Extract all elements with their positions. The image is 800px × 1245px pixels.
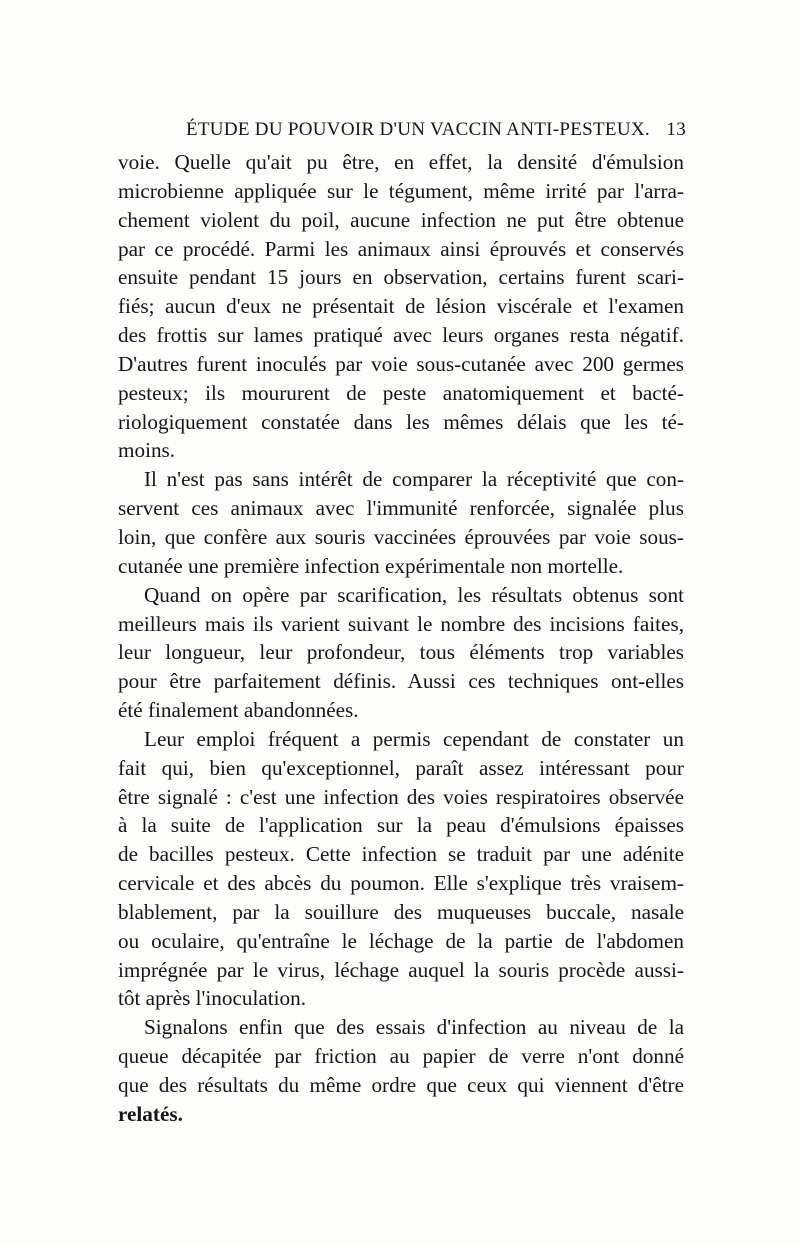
- text-line: leur longueur, leur profondeur, tous éléments trop variables: [118, 640, 684, 665]
- text-line: chement violent du poil, aucune infection ne put être obtenue: [118, 207, 684, 232]
- text-line: relatés.: [118, 1101, 183, 1126]
- text-line: cutanée une première infection expérimentale non mortelle.: [118, 553, 624, 578]
- text-line: imprégnée par le virus, léchage auquel la souris procède aussi-: [118, 957, 684, 982]
- text-line: D'autres furent inoculés par voie sous-cutanée avec 200 germes: [118, 351, 684, 376]
- text-line: par ce procédé. Parmi les animaux ainsi éprouvés et conservés: [118, 236, 684, 261]
- text-line: fiés; aucun d'eux ne présentait de lésion viscérale et l'examen: [118, 294, 684, 319]
- text-line: loin, que confère aux souris vaccinées éprouvées par voie sous-: [118, 524, 684, 549]
- text-line: été finalement abandonnées.: [118, 698, 359, 723]
- text-line: queue décapitée par friction au papier de verre n'ont donné: [118, 1044, 684, 1069]
- text-line: des frottis sur lames pratiqué avec leurs organes resta négatif.: [118, 323, 684, 348]
- paragraph-start-line: Signalons enfin que des essais d'infection au niveau de la: [144, 1015, 684, 1040]
- text-line: cervicale et des abcès du poumon. Elle s'explique très vraisem-: [118, 871, 684, 896]
- text-line: que des résultats du même ordre que ceux qui viennent d'être: [118, 1073, 684, 1097]
- text-line: tôt après l'inoculation.: [118, 986, 306, 1011]
- text-line: ou oculaire, qu'entraîne le léchage de la partie de l'abdomen: [118, 928, 684, 953]
- text-line: fait qui, bien qu'exceptionnel, paraît assez intéressant pour: [118, 755, 684, 780]
- running-title: ÉTUDE DU POUVOIR D'UN VACCIN ANTI-PESTEUX.: [186, 119, 650, 140]
- text-line: à la suite de l'application sur la peau d'émulsions épaisses: [118, 813, 684, 838]
- text-line: moins.: [118, 438, 176, 463]
- running-header: [118, 119, 686, 145]
- text-line: être signalé : c'est une infection des voies respiratoires observée: [118, 784, 684, 809]
- page-number: 13: [666, 119, 686, 140]
- body-text: [118, 148, 684, 1129]
- text-line: microbienne appliquée sur le tégument, même irrité par l'arra-: [118, 178, 684, 203]
- paragraph-start-line: Il n'est pas sans intérêt de comparer la réceptivité que con-: [144, 467, 684, 492]
- text-line: voie. Quelle qu'ait pu être, en effet, la densité d'émulsion: [118, 150, 684, 174]
- text-line: pour être parfaitement définis. Aussi ces techniques ont-elles: [118, 669, 684, 694]
- text-line: de bacilles pesteux. Cette infection se traduit par une adénite: [118, 842, 684, 867]
- paragraph-start-line: Leur emploi fréquent a permis cependant de constater un: [144, 726, 684, 751]
- text-line: pesteux; ils moururent de peste anatomiquement et bacté-: [118, 380, 684, 405]
- text-line: servent ces animaux avec l'immunité renforcée, signalée plus: [118, 496, 684, 521]
- text-line: meilleurs mais ils varient suivant le nombre des incisions faites,: [118, 611, 684, 636]
- text-line: ensuite pendant 15 jours en observation, certains furent scari-: [118, 265, 684, 290]
- text-line: riologiquement constatée dans les mêmes délais que les té-: [118, 409, 684, 434]
- text-line: blablement, par la souillure des muqueuses buccale, nasale: [118, 899, 684, 924]
- paragraph-start-line: Quand on opère par scarification, les résultats obtenus sont: [144, 582, 684, 607]
